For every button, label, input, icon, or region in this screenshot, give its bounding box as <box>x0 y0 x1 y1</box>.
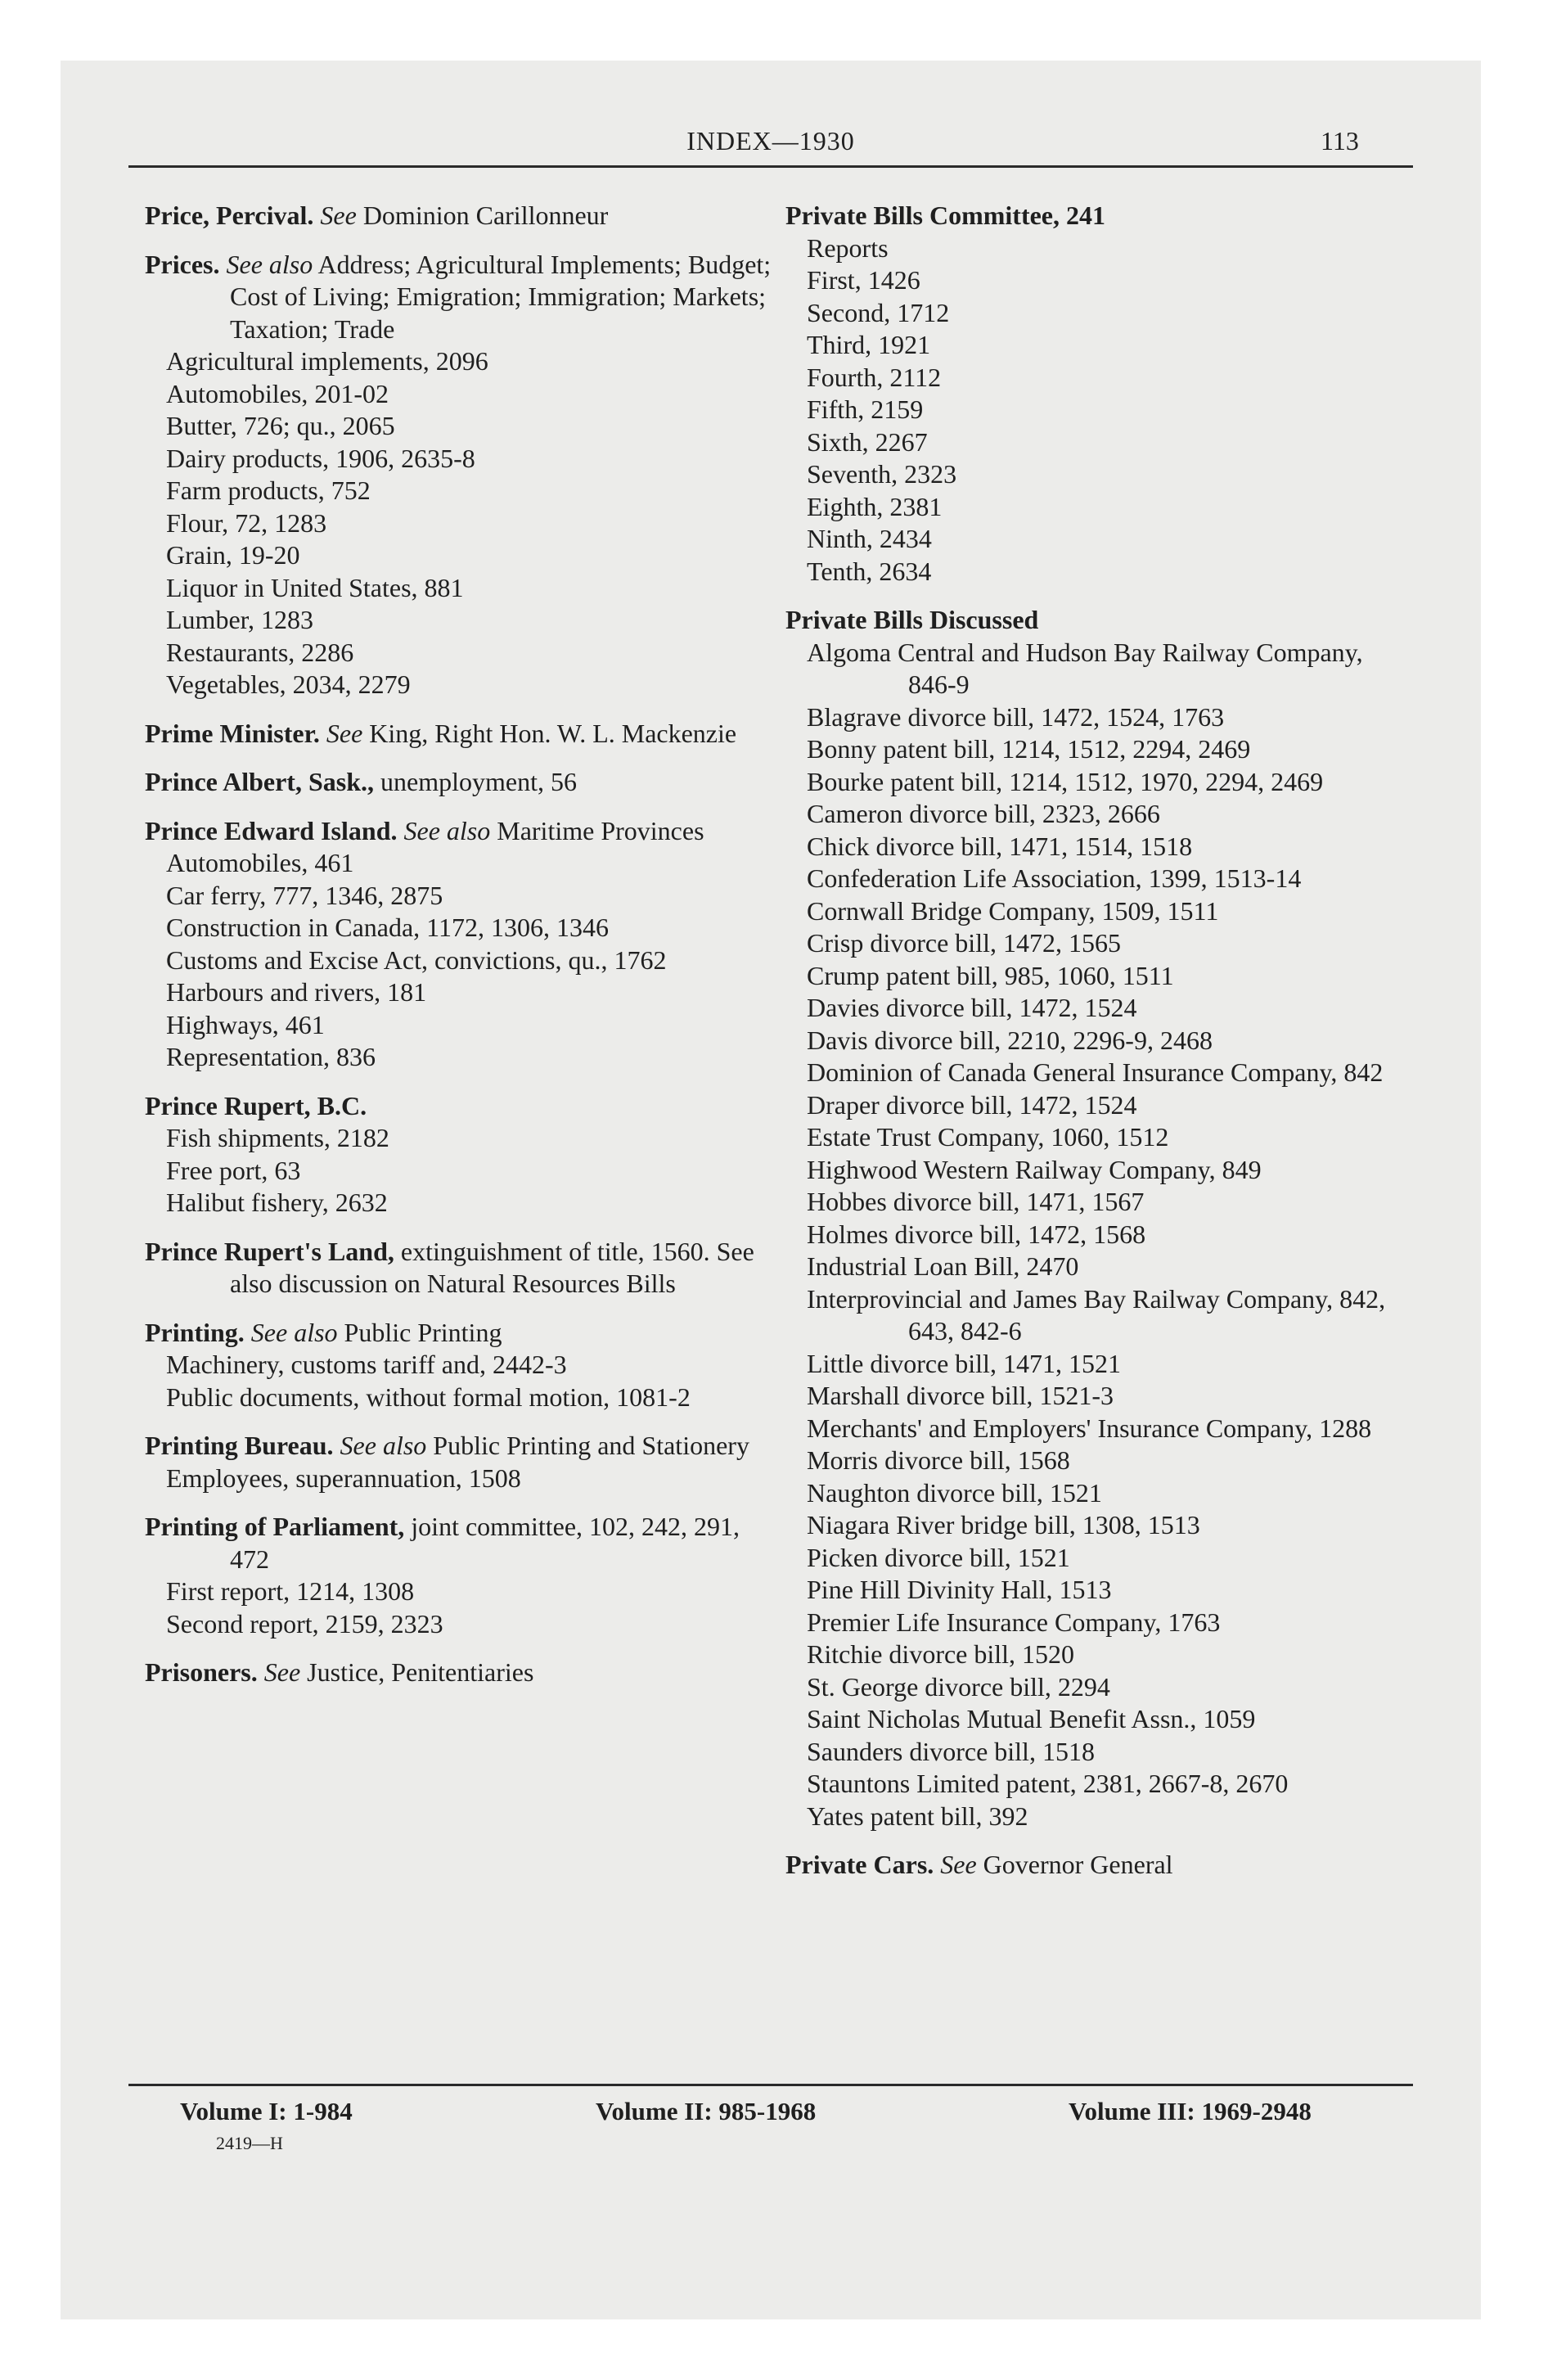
index-entry <box>145 200 775 232</box>
sub-entry: Automobiles, 461 <box>166 848 354 877</box>
index-entry <box>785 604 1415 1832</box>
sub-entry: Agricultural implements, 2096 <box>166 346 488 376</box>
sub-entry: Automobiles, 201-02 <box>166 378 389 408</box>
sub-entry: Restaurants, 2286 <box>166 637 354 667</box>
sub-entry: Machinery, customs tariff and, 2442-3 <box>166 1350 567 1379</box>
sub-entry: Fifth, 2159 <box>807 394 924 424</box>
sub-entry: Morris divorce bill, 1568 <box>807 1445 1070 1475</box>
index-column-right <box>785 200 1415 1898</box>
index-term: Printing Bureau. <box>145 1431 334 1460</box>
index-entry <box>785 1849 1415 1882</box>
sub-entry: Car ferry, 777, 1346, 2875 <box>166 880 443 910</box>
index-heading <box>145 1511 775 1575</box>
sub-entry: Ninth, 2434 <box>807 524 932 553</box>
sub-entry: Merchants' and Employers' Insurance Company, 1288 <box>807 1413 1372 1443</box>
sub-entry: Harbours and rivers, 181 <box>166 977 427 1007</box>
sub-entry: Draper divorce bill, 1472, 1524 <box>807 1089 1137 1120</box>
sub-entry: Lumber, 1283 <box>166 605 314 634</box>
sub-entry: Public documents, without formal motion, 1081-2 <box>166 1382 691 1412</box>
index-entry <box>145 1090 775 1219</box>
sub-entry: Crump patent bill, 985, 1060, 1511 <box>807 960 1174 990</box>
index-term: Prince Edward Island. <box>145 815 398 845</box>
header-rule <box>128 165 1413 168</box>
sub-entry: Little divorce bill, 1471, 1521 <box>807 1348 1121 1378</box>
see-reference: See also <box>250 1317 338 1347</box>
index-entry <box>145 1657 775 1689</box>
sub-entry: Flour, 72, 1283 <box>166 507 327 538</box>
sub-entry: Fourth, 2112 <box>807 362 942 392</box>
entry-text: joint committee, 102, 242, 291, 472 <box>230 1512 740 1574</box>
entry-text: unemployment, 56 <box>380 767 577 796</box>
sub-entry: Highwood Western Railway Company, 849 <box>807 1154 1262 1184</box>
sub-entry: Chick divorce bill, 1471, 1514, 1518 <box>807 831 1193 861</box>
index-page <box>61 61 1481 2319</box>
index-term: Prime Minister. <box>145 718 320 748</box>
sub-entry: First, 1426 <box>807 265 920 295</box>
sub-entry: Confederation Life Association, 1399, 1513-14 <box>807 863 1302 893</box>
sub-entry: Highways, 461 <box>166 1009 325 1039</box>
index-entry <box>145 1236 775 1300</box>
index-heading <box>145 200 775 232</box>
sub-entry: Blagrave divorce bill, 1472, 1524, 1763 <box>807 701 1225 732</box>
index-heading <box>145 766 775 799</box>
index-entry <box>785 200 1415 588</box>
sub-entry: Yates patent bill, 392 <box>807 1801 1028 1831</box>
index-entry <box>145 766 775 799</box>
sub-entry: Farm products, 752 <box>166 476 371 505</box>
index-term: Prisoners. <box>145 1657 258 1687</box>
entry-text: Public Printing and Stationery <box>433 1431 749 1460</box>
sub-entry: Second report, 2159, 2323 <box>166 1608 443 1639</box>
sub-entry: Sixth, 2267 <box>807 426 928 457</box>
sub-entry: Eighth, 2381 <box>807 491 943 521</box>
sub-entry: Davis divorce bill, 2210, 2296-9, 2468 <box>807 1025 1213 1055</box>
sub-entry: Free port, 63 <box>166 1155 301 1185</box>
sub-entry: Marshall divorce bill, 1521-3 <box>807 1381 1114 1410</box>
sub-entry: Cornwall Bridge Company, 1509, 1511 <box>807 895 1219 926</box>
entry-text: King, Right Hon. W. L. Mackenzie <box>369 718 737 748</box>
sub-entry: Pine Hill Divinity Hall, 1513 <box>807 1575 1112 1604</box>
see-reference: See also <box>340 1431 427 1460</box>
sub-entry: Second, 1712 <box>807 297 950 327</box>
index-term: Private Cars. <box>785 1850 934 1879</box>
sub-entry: Fish shipments, 2182 <box>166 1123 389 1152</box>
sub-entry: Cameron divorce bill, 2323, 2666 <box>807 799 1160 828</box>
sub-entry: St. George divorce bill, 2294 <box>807 1671 1110 1702</box>
sub-entry: Employees, superannuation, 1508 <box>166 1463 521 1493</box>
index-term: Printing of Parliament, <box>145 1512 405 1541</box>
entry-text: Justice, Penitentiaries <box>307 1657 534 1687</box>
sub-entry: Saint Nicholas Mutual Benefit Assn., 1059 <box>807 1704 1256 1733</box>
index-heading <box>145 1236 775 1300</box>
index-heading <box>145 1430 775 1463</box>
index-column-left <box>145 200 775 1706</box>
sub-entry: Holmes divorce bill, 1472, 1568 <box>807 1219 1146 1249</box>
print-code: 2419—H <box>216 2133 283 2153</box>
entry-text: Public Printing <box>344 1317 502 1347</box>
index-heading <box>145 1090 775 1123</box>
sub-entry: Davies divorce bill, 1472, 1524 <box>807 993 1137 1022</box>
index-term: Prince Rupert, B.C. <box>145 1090 367 1120</box>
sub-entry: Halibut fishery, 2632 <box>166 1188 388 1217</box>
sub-entry: Estate Trust Company, 1060, 1512 <box>807 1122 1169 1152</box>
see-reference: See <box>940 1850 977 1879</box>
see-reference: See also <box>403 815 491 845</box>
index-term: Private Bills Discussed <box>785 605 1039 634</box>
sub-entry: First report, 1214, 1308 <box>166 1576 415 1606</box>
see-reference: See also <box>226 249 313 279</box>
index-term: Private Bills Committee, 241 <box>785 201 1105 230</box>
sub-entry: Reports <box>807 232 889 263</box>
sub-entry: Tenth, 2634 <box>807 556 932 586</box>
sub-entry: Hobbes divorce bill, 1471, 1567 <box>807 1187 1145 1216</box>
index-term: Prince Albert, Sask., <box>145 767 374 796</box>
sub-entry: Naughton divorce bill, 1521 <box>807 1477 1102 1508</box>
index-heading <box>785 1849 1415 1882</box>
sub-entry: Butter, 726; qu., 2065 <box>166 411 395 440</box>
sub-entry: Third, 1921 <box>807 330 931 359</box>
index-entry <box>145 1511 775 1640</box>
sub-entry: Representation, 836 <box>166 1042 376 1071</box>
index-heading <box>145 1317 775 1350</box>
sub-entry: Picken divorce bill, 1521 <box>807 1542 1070 1572</box>
volume-3-range: Volume III: 1969-2948 <box>1069 2097 1312 2125</box>
index-entry <box>145 1430 775 1494</box>
entry-text: Maritime Provinces <box>497 815 704 845</box>
index-term: Prince Rupert's Land, <box>145 1236 394 1266</box>
index-entry <box>145 718 775 751</box>
sub-entry: Interprovincial and James Bay Railway Company, 842, 643, 842-6 <box>807 1283 1386 1346</box>
sub-entry: Bonny patent bill, 1214, 1512, 2294, 2469 <box>807 734 1251 764</box>
entry-text: Address; Agricultural Implements; Budget; Cost of Living; Emigration; Immigration; Markets; Taxation; Trade <box>230 249 772 344</box>
sub-entry: Algoma Central and Hudson Bay Railway Company, 846-9 <box>807 637 1363 699</box>
index-term: Prices. <box>145 249 220 279</box>
page-number: 113 <box>1321 126 1359 156</box>
sub-entry: Dominion of Canada General Insurance Company, 842 <box>807 1057 1384 1087</box>
index-heading <box>145 249 775 346</box>
index-heading <box>785 604 1415 637</box>
index-term: Price, Percival. <box>145 201 314 230</box>
sub-entry: Bourke patent bill, 1214, 1512, 1970, 2294, 2469 <box>807 766 1324 796</box>
see-reference: See <box>320 201 357 230</box>
index-entry <box>145 249 775 701</box>
index-term: Printing. <box>145 1317 245 1347</box>
index-heading <box>785 200 1415 232</box>
sub-entry: Saunders divorce bill, 1518 <box>807 1736 1095 1766</box>
entry-text: Governor General <box>983 1850 1173 1879</box>
see-reference: See <box>326 718 363 748</box>
index-heading <box>145 815 775 848</box>
sub-entry: Stauntons Limited patent, 2381, 2667-8, 2670 <box>807 1769 1289 1798</box>
sub-entry: Premier Life Insurance Company, 1763 <box>807 1607 1221 1637</box>
index-entry <box>145 815 775 1074</box>
sub-entry: Dairy products, 1906, 2635-8 <box>166 443 475 473</box>
page-header-title: INDEX—1930 <box>686 126 855 156</box>
footer-rule <box>128 2084 1413 2086</box>
index-entry <box>145 1317 775 1414</box>
sub-entry: Crisp divorce bill, 1472, 1565 <box>807 928 1121 958</box>
see-reference: See <box>263 1657 301 1687</box>
sub-entry: Customs and Excise Act, convictions, qu., 1762 <box>166 944 667 975</box>
index-heading <box>145 718 775 751</box>
sub-entry: Grain, 19-20 <box>166 540 300 570</box>
entry-text: extinguishment of title, 1560. See also discussion on Natural Resources Bills <box>230 1236 754 1298</box>
sub-entry: Construction in Canada, 1172, 1306, 1346 <box>166 913 609 942</box>
sub-entry: Liquor in United States, 881 <box>166 572 464 602</box>
sub-entry: Industrial Loan Bill, 2470 <box>807 1251 1079 1281</box>
sub-entry: Vegetables, 2034, 2279 <box>166 669 411 699</box>
sub-entry: Seventh, 2323 <box>807 459 957 489</box>
volume-2-range: Volume II: 985-1968 <box>596 2097 817 2125</box>
entry-text: Dominion Carillonneur <box>362 201 609 230</box>
sub-entry: Niagara River bridge bill, 1308, 1513 <box>807 1510 1200 1539</box>
index-heading <box>145 1657 775 1689</box>
sub-entry: Ritchie divorce bill, 1520 <box>807 1639 1075 1669</box>
volume-1-range: Volume I: 1-984 <box>180 2097 353 2125</box>
